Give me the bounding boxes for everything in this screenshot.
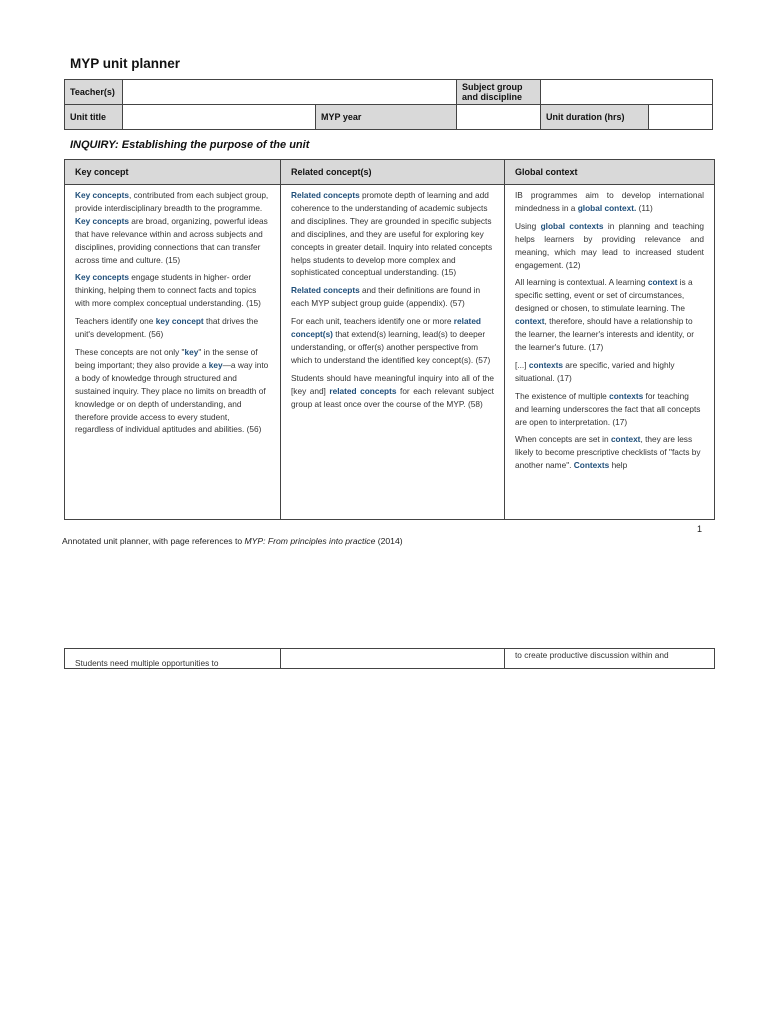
subject-group-label: Subject group and discipline <box>457 80 541 105</box>
text: , they are less likely to become prescriptive checklists of "facts by another name". <box>515 434 701 471</box>
keyword: key <box>184 346 199 357</box>
text: —a way into a body of knowledge through structured and sustained inquiry. They place no limits on breadth of knowledge or on depth of understanding, and therefore provide access to every student, regardless of individual aptitudes and abilities. (56) <box>75 359 269 435</box>
text: in planning and teaching helps learners by providing relevance and meaning, which may lead to increased student engagement. (12) <box>515 220 704 270</box>
text: help <box>609 460 628 471</box>
key-concept-cell <box>65 185 281 520</box>
global-context-paragraph <box>515 189 704 215</box>
myp-year-field[interactable] <box>457 105 541 130</box>
unit-duration-label: Unit duration (hrs) <box>541 105 649 130</box>
text: Teachers identify one <box>75 316 156 327</box>
footer-source: MYP: From principles into practice <box>244 536 376 546</box>
text: " in the sense of being important; they also provide a <box>75 346 258 370</box>
keyword: related concept(s) <box>291 316 482 340</box>
text: engage students in higher- order thinking, helping them to connect facts and topics with more complex conceptual understanding. (15) <box>75 272 261 309</box>
teacher-field[interactable] <box>123 80 457 105</box>
continuation-text: Students need multiple opportunities to <box>75 658 219 668</box>
text: are specific, varied and highly situational. (17) <box>515 359 675 383</box>
text: These concepts are not only " <box>75 346 185 357</box>
text: is a specific setting, event or set of circumstances, designed or chosen, to stimulate learning. The <box>515 277 693 314</box>
keyword: context <box>610 434 641 445</box>
keyword: Key concepts <box>75 272 129 283</box>
key-concept-paragraph <box>75 189 270 266</box>
footer-citation <box>62 536 403 546</box>
keyword: global context. <box>577 202 637 213</box>
keyword: contexts <box>528 359 563 370</box>
continuation-related-cell <box>281 649 505 669</box>
text: (11) <box>636 202 653 213</box>
text: for each relevant subject group at least once over the course of the MYP. (58) <box>291 385 494 409</box>
keyword: contexts <box>609 390 644 401</box>
global-context-paragraph <box>515 220 704 272</box>
text: for teaching and learning underscores the fact that all concepts are open to interpretation. (17) <box>515 390 701 427</box>
global-context-header: Global context <box>505 160 715 185</box>
global-context-paragraph <box>515 390 704 429</box>
continuation-table <box>64 648 715 669</box>
text: IB programmes aim to develop international mindedness in a <box>515 190 704 213</box>
text: [...] <box>515 359 529 370</box>
text: and their definitions are found in each MYP subject group guide (appendix). (57) <box>291 285 481 309</box>
keyword: Key concepts <box>75 190 129 200</box>
unit-title-field[interactable] <box>123 105 316 130</box>
continuation-global-cell <box>505 649 715 669</box>
keyword: context <box>647 277 678 288</box>
keyword: key <box>208 359 223 370</box>
continuation-key-concept-cell <box>65 649 281 669</box>
continuation-text: to create productive discussion within and <box>515 650 669 660</box>
related-concepts-paragraph <box>291 372 494 411</box>
text: Students should have meaningful inquiry into all of the [key and] <box>291 372 494 396</box>
related-concepts-cell <box>281 185 505 520</box>
keyword: global contexts <box>540 220 604 231</box>
keyword: related concepts <box>329 385 397 396</box>
unit-duration-field[interactable] <box>649 105 713 130</box>
teacher-label: Teacher(s) <box>65 80 123 105</box>
inquiry-heading: INQUIRY: Establishing the purpose of the unit <box>70 139 310 151</box>
text: promote depth of learning and add coherence to the understanding of academic subjects and disciplines. They are grounded in specific subjects and disciplines, and they are useful for exploring key concepts in greater detail. Inquiry into related concepts helps students to develop more complex and sophisticated conceptual understanding. (15) <box>291 190 493 278</box>
footer-prefix: Annotated unit planner, with page references to <box>62 536 245 546</box>
text: are broad, organizing, powerful ideas that have relevance within and across subjects and disciplines, providing connections that can transfer across time and culture. (15) <box>75 215 268 265</box>
related-concepts-paragraph <box>291 284 494 310</box>
keyword: context <box>515 316 545 327</box>
text: that extend(s) learning, lead(s) to deeper understanding, or offer(s) another perspective from which to understand the identified key concept(s). (57) <box>291 329 491 365</box>
text: All learning is contextual. A learning <box>515 277 648 288</box>
text: For each unit, teachers identify one or more <box>291 316 454 327</box>
text: , contributed from each subject group, provide interdisciplinary breadth to the programme. <box>75 190 269 213</box>
unit-title-label: Unit title <box>65 105 123 130</box>
subject-group-field[interactable] <box>541 80 713 105</box>
key-concept-header: Key concept <box>65 160 281 185</box>
page-title: MYP unit planner <box>70 56 181 71</box>
related-concepts-paragraph <box>291 189 494 279</box>
key-concept-paragraph <box>75 271 270 310</box>
global-context-paragraph <box>515 433 704 472</box>
text: When concepts are set in <box>515 434 611 445</box>
keyword: Key concepts <box>75 215 129 226</box>
page-number: 1 <box>697 524 703 534</box>
global-context-paragraph <box>515 359 704 385</box>
key-concept-paragraph <box>75 346 270 436</box>
text: Using <box>515 220 541 231</box>
text: that drives the unit's development. (56) <box>75 316 259 340</box>
inquiry-table <box>64 159 715 520</box>
unit-header-table <box>64 79 713 130</box>
text: The existence of multiple <box>515 390 610 401</box>
related-concepts-header: Related concept(s) <box>281 160 505 185</box>
keyword: Contexts <box>573 460 610 471</box>
key-concept-paragraph <box>75 315 270 341</box>
myp-year-label: MYP year <box>316 105 457 130</box>
keyword: Related concepts <box>291 190 360 200</box>
text: , therefore, should have a relationship to the learner, the learner's interests and identity, or the learner's future. (17) <box>515 316 694 352</box>
related-concepts-paragraph <box>291 315 494 367</box>
keyword: Related concepts <box>291 285 360 296</box>
keyword: key concept <box>155 316 204 327</box>
global-context-paragraph <box>515 276 704 353</box>
global-context-cell <box>505 185 715 520</box>
footer-year: (2014) <box>375 536 403 546</box>
